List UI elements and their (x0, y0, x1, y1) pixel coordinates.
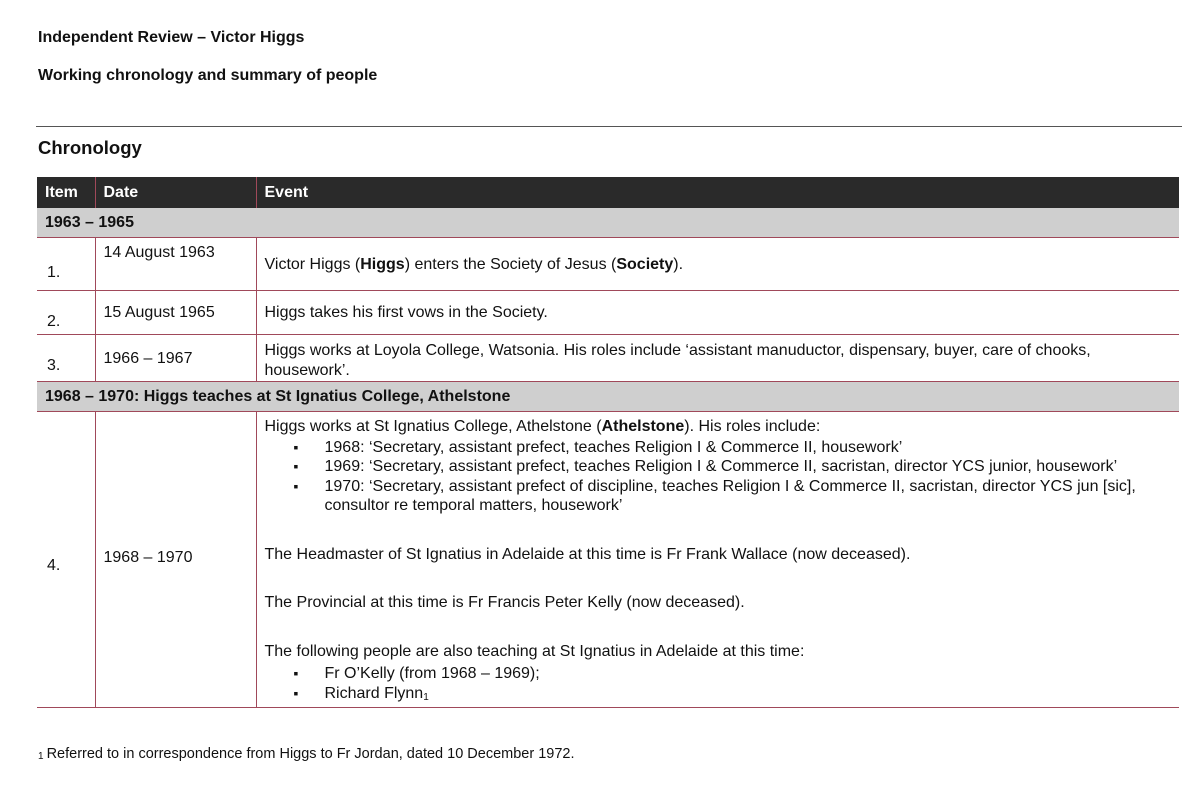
item-number: 2. (47, 313, 61, 330)
item-cell (37, 335, 95, 382)
date-cell: 1968 – 1970 (95, 412, 256, 708)
headmaster-note: The Headmaster of St Ignatius in Adelaide at this time is Fr Frank Wallace (now deceased). (264, 545, 911, 563)
group-row (37, 382, 1179, 412)
horizontal-rule (36, 126, 1182, 127)
item-number: 1. (47, 264, 61, 281)
event-text: ). His roles include: (684, 418, 821, 435)
date-cell: 1966 – 1967 (95, 335, 256, 382)
teacher-name: Richard Flynn (324, 684, 424, 702)
chronology-table (37, 177, 1179, 708)
date-cell: 15 August 1965 (95, 291, 256, 335)
column-header-item: Item (37, 177, 95, 208)
column-header-date: Date (95, 177, 256, 208)
footnote-marker: 1 (38, 751, 44, 762)
event-cell (256, 238, 1179, 291)
group-heading: 1968 – 1970: Higgs teaches at St Ignatius College, Athelstone (37, 382, 1179, 412)
event-cell (256, 412, 1179, 708)
list-item: ▪ 1970: ‘Secretary, assistant prefect of discipline, teaches Religion I & Commerce II, sacristan, director YCS jun [sic], consultor re temporal matters, housework’ (325, 477, 1172, 516)
teachers-list (265, 664, 1172, 707)
table-row (37, 291, 1179, 335)
provincial-note: The Provincial at this time is Fr Francis Peter Kelly (now deceased). (264, 594, 745, 611)
roles-intro (265, 417, 1172, 437)
event-cell: Higgs takes his first vows in the Society. (256, 291, 1179, 335)
defined-term: Athelstone (601, 418, 685, 435)
item-cell (37, 238, 95, 291)
item-number: 3. (47, 357, 61, 374)
date-cell: 14 August 1963 (95, 238, 256, 291)
group-heading: 1963 – 1965 (37, 208, 1179, 238)
column-header-event: Event (256, 177, 1179, 208)
document-subtitle: Working chronology and summary of people (38, 67, 378, 84)
list-item: ▪ Fr O’Kelly (from 1968 – 1969); (325, 664, 1172, 684)
footnote-reference[interactable]: 1 (423, 691, 429, 703)
list-item (325, 684, 1172, 708)
event-text: Victor Higgs ( (264, 256, 361, 273)
table-row (37, 335, 1179, 382)
item-number: 4. (47, 557, 61, 574)
table-row (37, 412, 1179, 708)
table-row (37, 238, 1179, 291)
document-title: Independent Review – Victor Higgs (38, 29, 305, 46)
table-header-row (37, 177, 1179, 208)
event-cell: Higgs works at Loyola College, Watsonia. His roles include ‘assistant manuductor, dispensary, buyer, care of chooks, housework’. (256, 335, 1179, 382)
teachers-intro: The following people are also teaching at St Ignatius in Adelaide at this time: (264, 642, 805, 660)
roles-list (265, 438, 1172, 516)
event-text: ) enters the Society of Jesus ( (404, 256, 617, 273)
item-cell (37, 291, 95, 335)
footnote (38, 746, 574, 762)
defined-term: Higgs (360, 256, 405, 273)
footnote-text: Referred to in correspondence from Higgs to Fr Jordan, dated 10 December 1972. (46, 746, 575, 762)
defined-term: Society (616, 256, 674, 273)
event-text: Higgs works at St Ignatius College, Athelstone ( (264, 418, 602, 435)
list-item: ▪ 1969: ‘Secretary, assistant prefect, teaches Religion I & Commerce II, sacristan, director YCS junior, housework’ (325, 457, 1172, 477)
event-text: ). (673, 256, 684, 273)
item-cell (37, 412, 95, 708)
group-row (37, 208, 1179, 238)
section-heading: Chronology (38, 137, 142, 158)
list-item: ▪ 1968: ‘Secretary, assistant prefect, teaches Religion I & Commerce II, housework’ (325, 438, 1172, 458)
